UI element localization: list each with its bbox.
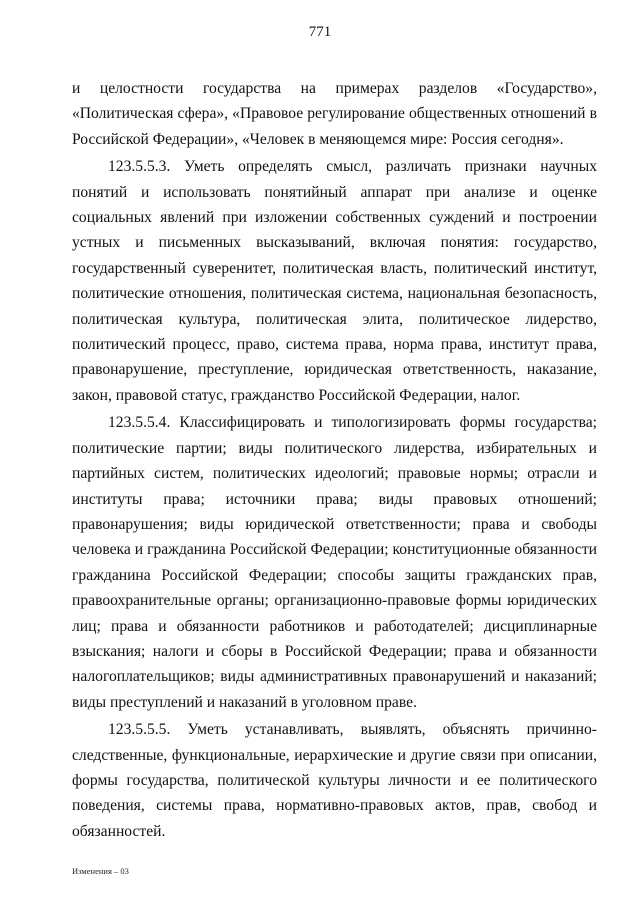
page-number: 771 bbox=[308, 24, 332, 40]
body-text bbox=[72, 76, 597, 846]
paragraph-123-5-5-5: 123.5.5.5. Уметь устанавливать, выявлять, объяснять причинно-следственные, функциональные, иерархические и другие связи при описании, формы государства, политической культуры личности и ее политического поведения, системы права, нормативно-правовых актов, прав, свобод и обязанностей. bbox=[72, 721, 597, 840]
paragraph-123-5-5-4: 123.5.5.4. Классифицировать и типологизировать формы государства; политические партии; виды политического лидерства, избирательных и партийных систем, политических идеологий; правовые нормы; отрасли и институты права; источники права; виды правовых отношений; правонарушения; виды юридической ответственности; права и свободы человека и гражданина Российской Федерации; конституционные обязанности гражданина Российской Федерации; способы защиты гражданских прав, правоохранительные органы; организационно-правовые формы юридических лиц; права и обязанности работников и работодателей; дисциплинарные взыскания; налоги и сборы в Российской Федерации; права и обязанности налогоплательщиков; виды административных правонарушений и наказаний; виды преступлений и наказаний в уголовном праве. bbox=[72, 414, 597, 711]
paragraph-123-5-5-3: 123.5.5.3. Уметь определять смысл, различать признаки научных понятий и использовать понятийный аппарат при анализе и оценке социальных явлений при изложении собственных суждений и построении устных и письменных высказываний, включая понятия: государство, государственный суверенитет, политическая власть, политический институт, политические отношения, политическая система, национальная безопасность, политическая культура, политическая элита, политическое лидерство, политический процесс, право, система права, норма права, институт права, правонарушение, преступление, юридическая ответственность, наказание, закон, правовой статус, гражданство Российской Федерации, налог. bbox=[72, 158, 597, 404]
footer-revision-note: Изменения – 03 bbox=[72, 866, 129, 876]
paragraph-continuation: и целостности государства на примерах разделов «Государство», «Политическая сфера», «Правовое регулирование общественных отношений в Российской Федерации», «Человек в меняющемся мире: Россия сегодня». bbox=[72, 80, 597, 148]
